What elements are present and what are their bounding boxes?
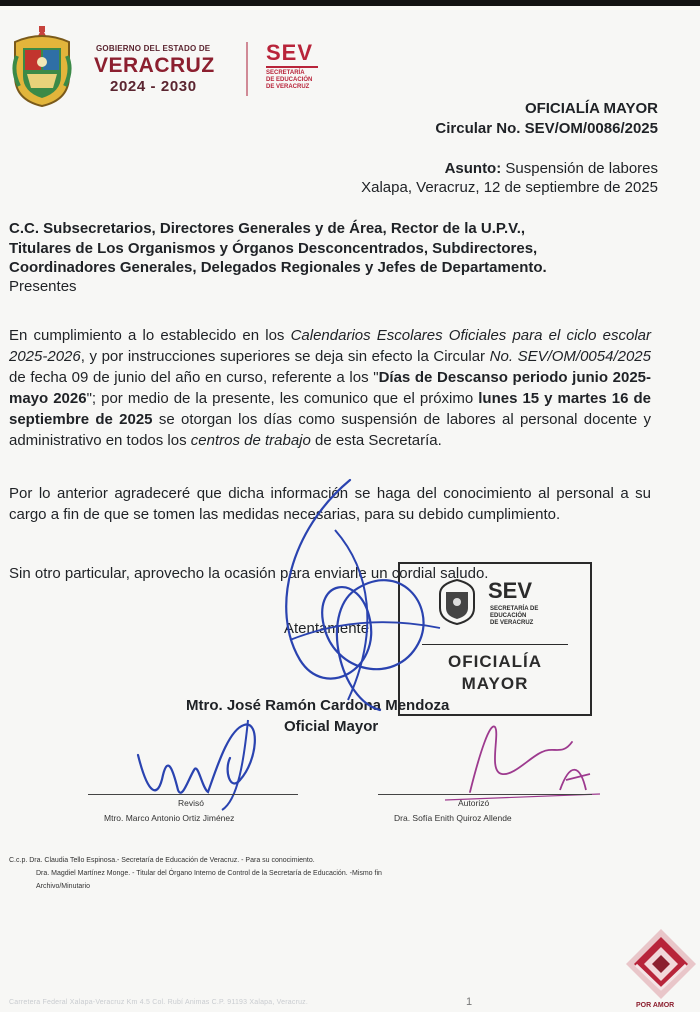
addressee-line-3: Coordinadores Generales, Delegados Regionales y Jefes de Departamento. xyxy=(9,259,547,276)
p1-text-k: de esta Secretaría. xyxy=(310,432,442,449)
subject-value: Suspensión de labores xyxy=(505,160,658,177)
stamp-line-1: SECRETARÍA DE xyxy=(490,606,539,612)
subject-line xyxy=(445,158,658,179)
p1-workcenters: centros de trabajo xyxy=(190,432,311,449)
reviso-label: Revisó xyxy=(178,798,204,808)
sev-logo-sub3: DE VERACRUZ xyxy=(266,84,310,90)
place-date: Xalapa, Veracruz, 12 de septiembre de 2025 xyxy=(361,179,658,196)
por-amor-text: POR AMOR xyxy=(636,1002,675,1009)
stamp-acronym: SEV xyxy=(488,578,533,603)
veracruz-coat-of-arms xyxy=(9,26,75,108)
ccp-line-3: Archivo/Minutario xyxy=(36,883,91,890)
addressee-line-1: C.C. Subsecretarios, Directores Generales y de Área, Rector de la U.P.V., xyxy=(9,220,526,237)
sev-logo-sub1: SECRETARÍA xyxy=(266,70,305,76)
signer-title: Oficial Mayor xyxy=(284,718,379,735)
sev-logo-underline xyxy=(266,66,318,68)
gov-period: 2024 - 2030 xyxy=(110,78,197,95)
p1-dates: lunes 15 y martes 16 de septiembre de 2025 xyxy=(9,390,651,428)
stamp-office-2: MAYOR xyxy=(461,674,529,693)
p1-text-c: , y por instrucciones superiores se deja sin efecto la Circular xyxy=(80,348,490,365)
paragraph-3: Sin otro particular, aprovecho la ocasión para enviarle un cordial saludo. xyxy=(9,565,489,582)
p1-period-ref: Días de Descanso periodo junio 2025-mayo 2026 xyxy=(9,369,651,407)
p1-text-a: En cumplimiento a lo establecido en los xyxy=(9,327,291,344)
stamp-line-2: EDUCACIÓN xyxy=(490,613,527,619)
p1-circular-ref: No. SEV/OM/0054/2025 xyxy=(489,348,651,365)
top-edge xyxy=(0,0,700,6)
circular-number: Circular No. SEV/OM/0086/2025 xyxy=(435,120,658,137)
page-number: 1 xyxy=(466,996,473,1008)
reviso-line xyxy=(88,794,298,795)
autorizo-signature-graphic xyxy=(440,712,610,802)
addressee-line-2: Titulares de Los Organismos y Órganos Desconcentrados, Subdirectores, xyxy=(9,240,538,257)
logo-divider xyxy=(246,42,248,96)
p1-text-i: se otorgan los días como suspensión de labores al personal docente y administrativo en todos los xyxy=(9,411,651,449)
state-name: VERACRUZ xyxy=(94,54,215,77)
gov-label: GOBIERNO DEL ESTADO DE xyxy=(96,44,211,53)
reviso-name: Mtro. Marco Antonio Ortiz Jiménez xyxy=(104,813,235,823)
ccp-line-1: C.c.p. Dra. Claudia Tello Espinosa.- Secretaría de Educación de Veracruz. - Para su conocimiento. xyxy=(9,857,315,864)
sev-logo-acronym: SEV xyxy=(266,40,314,65)
sev-logo-sub2: DE EDUCACIÓN xyxy=(266,77,313,83)
footer-address: Carretera Federal Xalapa-Veracruz Km 4.5 Col. Rubí Animas C.P. 91193 Xalapa, Veracruz. xyxy=(9,999,309,1006)
autorizo-name: Dra. Sofía Enith Quiroz Allende xyxy=(394,813,512,823)
signer-name: Mtro. José Ramón Cardona Mendoza xyxy=(186,697,450,714)
p1-calendar-ref: Calendarios Escolares Oficiales para el ciclo escolar 2025-2026 xyxy=(9,327,651,365)
autorizo-label: Autorizó xyxy=(458,798,490,808)
paragraph-1 xyxy=(9,325,651,451)
main-signature-graphic xyxy=(230,470,470,730)
office-title: OFICIALÍA MAYOR xyxy=(524,100,658,117)
paragraph-2: Por lo anterior agradeceré que dicha información se haga del conocimiento al personal a su cargo a fin de que se tomen las medidas necesarias, para su debido cumplimiento. xyxy=(9,485,651,523)
stamp-line-3: DE VERACRUZ xyxy=(490,620,534,626)
autorizo-line xyxy=(378,794,592,795)
subject-label: Asunto: xyxy=(444,160,502,177)
por-amor-emblem xyxy=(622,925,700,1003)
atentamente: Atentamente xyxy=(284,620,370,637)
p1-text-e: de fecha 09 de junio del año en curso, referente a los " xyxy=(9,369,379,386)
ccp-line-2: Dra. Magdiel Martínez Monge. - Titular del Órgano Interno de Control de la Secretaría de Educación. -Mismo fin xyxy=(36,870,382,877)
presentes: Presentes xyxy=(9,278,77,295)
stamp-office-1: OFICIALÍA xyxy=(448,652,542,671)
p1-text-g: "; por medio de la presente, les comunico que el próximo xyxy=(86,390,479,407)
